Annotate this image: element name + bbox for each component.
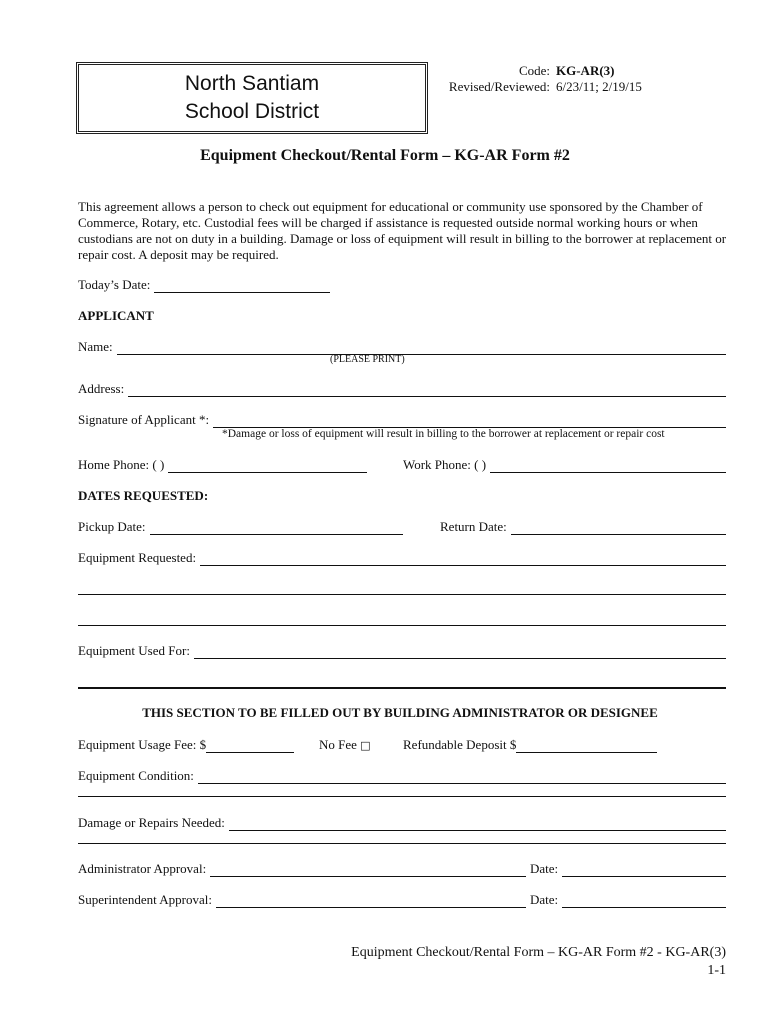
return-date-line[interactable] [511,522,726,535]
superintendent-date-field[interactable] [530,892,726,908]
name-line[interactable] [117,342,726,355]
footer-page-number: 1-1 [707,963,726,978]
usage-fee-label: Equipment Usage Fee: $ [78,737,207,752]
code-value: KG-AR(3) [556,63,615,78]
work-phone-field[interactable] [403,457,726,473]
superintendent-date-label: Date: [530,892,559,907]
signature-note: *Damage or loss of equipment will result in billing to the borrower at replacement or repair cost [222,428,665,440]
superintendent-date-line[interactable] [562,895,726,908]
equipment-condition-line[interactable] [198,771,726,784]
superintendent-approval-line[interactable] [216,895,526,908]
equipment-used-for-field[interactable] [78,643,726,659]
no-fee-label: No Fee [319,737,357,752]
work-phone-label: Work Phone: ( ) [403,457,487,472]
todays-date-field[interactable] [78,277,330,293]
signature-field[interactable] [78,412,726,428]
no-fee-checkbox[interactable]: □ [360,739,371,752]
administrator-date-label: Date: [530,861,559,876]
usage-fee-field[interactable] [78,737,294,753]
superintendent-approval-field[interactable] [78,892,526,908]
usage-fee-line[interactable] [206,740,294,753]
address-label: Address: [78,381,125,396]
refundable-deposit-label: Refundable Deposit $ [403,737,517,752]
signature-label: Signature of Applicant *: [78,412,210,427]
applicant-heading: APPLICANT [78,308,154,323]
equipment-requested-line-3[interactable] [78,625,726,626]
home-phone-field[interactable] [78,457,367,473]
dates-requested-heading: DATES REQUESTED: [78,488,209,503]
superintendent-approval-label: Superintendent Approval: [78,892,212,907]
work-phone-line[interactable] [490,460,726,473]
damage-repairs-line[interactable] [229,818,726,831]
policy-code-block [436,63,642,95]
address-line[interactable] [128,384,726,397]
equipment-condition-field[interactable] [78,768,726,784]
administrator-approval-line[interactable] [210,864,526,877]
page-footer [351,944,726,980]
pickup-date-line[interactable] [150,522,403,535]
pickup-date-field[interactable] [78,519,403,535]
pickup-date-label: Pickup Date: [78,519,146,534]
no-fee-option[interactable] [319,737,371,753]
equipment-used-for-label: Equipment Used For: [78,643,190,658]
district-name-line2: School District [184,100,320,123]
form-title: Equipment Checkout/Rental Form – KG-AR Form #2 [200,147,570,164]
district-name-line1: North Santiam [184,72,320,95]
signature-line[interactable] [213,415,726,428]
return-date-label: Return Date: [440,519,507,534]
equipment-requested-label: Equipment Requested: [78,550,197,565]
todays-date-label: Today’s Date: [78,277,151,292]
district-name-box [76,62,428,134]
equipment-condition-line-2[interactable] [78,796,726,797]
damage-repairs-line-2[interactable] [78,843,726,844]
footer-title: Equipment Checkout/Rental Form – KG-AR Form #2 - KG-AR(3) [351,945,726,960]
administrator-date-line[interactable] [562,864,726,877]
refundable-deposit-field[interactable] [403,737,657,753]
address-field[interactable] [78,381,726,397]
section-divider [78,687,726,689]
intro-paragraph: This agreement allows a person to check out equipment for educational or community use sponsored by the Chamber of Commerce, Rotary, etc. Custodial fees will be charged if assistance is requested outside normal working hours or when custodians are not on duty in a building. Damage or loss of equipment will result in billing to the borrower at replacement or repair cost. A deposit may be required. [78,199,727,262]
administrator-approval-label: Administrator Approval: [78,861,207,876]
admin-section-heading: THIS SECTION TO BE FILLED OUT BY BUILDING ADMINISTRATOR OR DESIGNEE [142,705,658,720]
revised-value: 6/23/11; 2/19/15 [556,79,642,94]
equipment-requested-line[interactable] [200,553,726,566]
equipment-requested-line-2[interactable] [78,594,726,595]
please-print-note: (PLEASE PRINT) [330,354,405,365]
name-label: Name: [78,339,113,354]
refundable-deposit-line[interactable] [516,740,657,753]
return-date-field[interactable] [440,519,726,535]
administrator-approval-field[interactable] [78,861,526,877]
administrator-date-field[interactable] [530,861,726,877]
home-phone-line[interactable] [168,460,367,473]
code-label: Code: [518,63,550,78]
home-phone-label: Home Phone: ( ) [78,457,165,472]
equipment-used-for-line[interactable] [194,646,726,659]
equipment-requested-field[interactable] [78,550,726,566]
revised-label: Revised/Reviewed: [448,79,550,94]
damage-repairs-label: Damage or Repairs Needed: [78,815,225,830]
name-field[interactable] [78,339,726,355]
damage-repairs-field[interactable] [78,815,726,831]
todays-date-line[interactable] [154,280,330,293]
equipment-condition-label: Equipment Condition: [78,768,194,783]
